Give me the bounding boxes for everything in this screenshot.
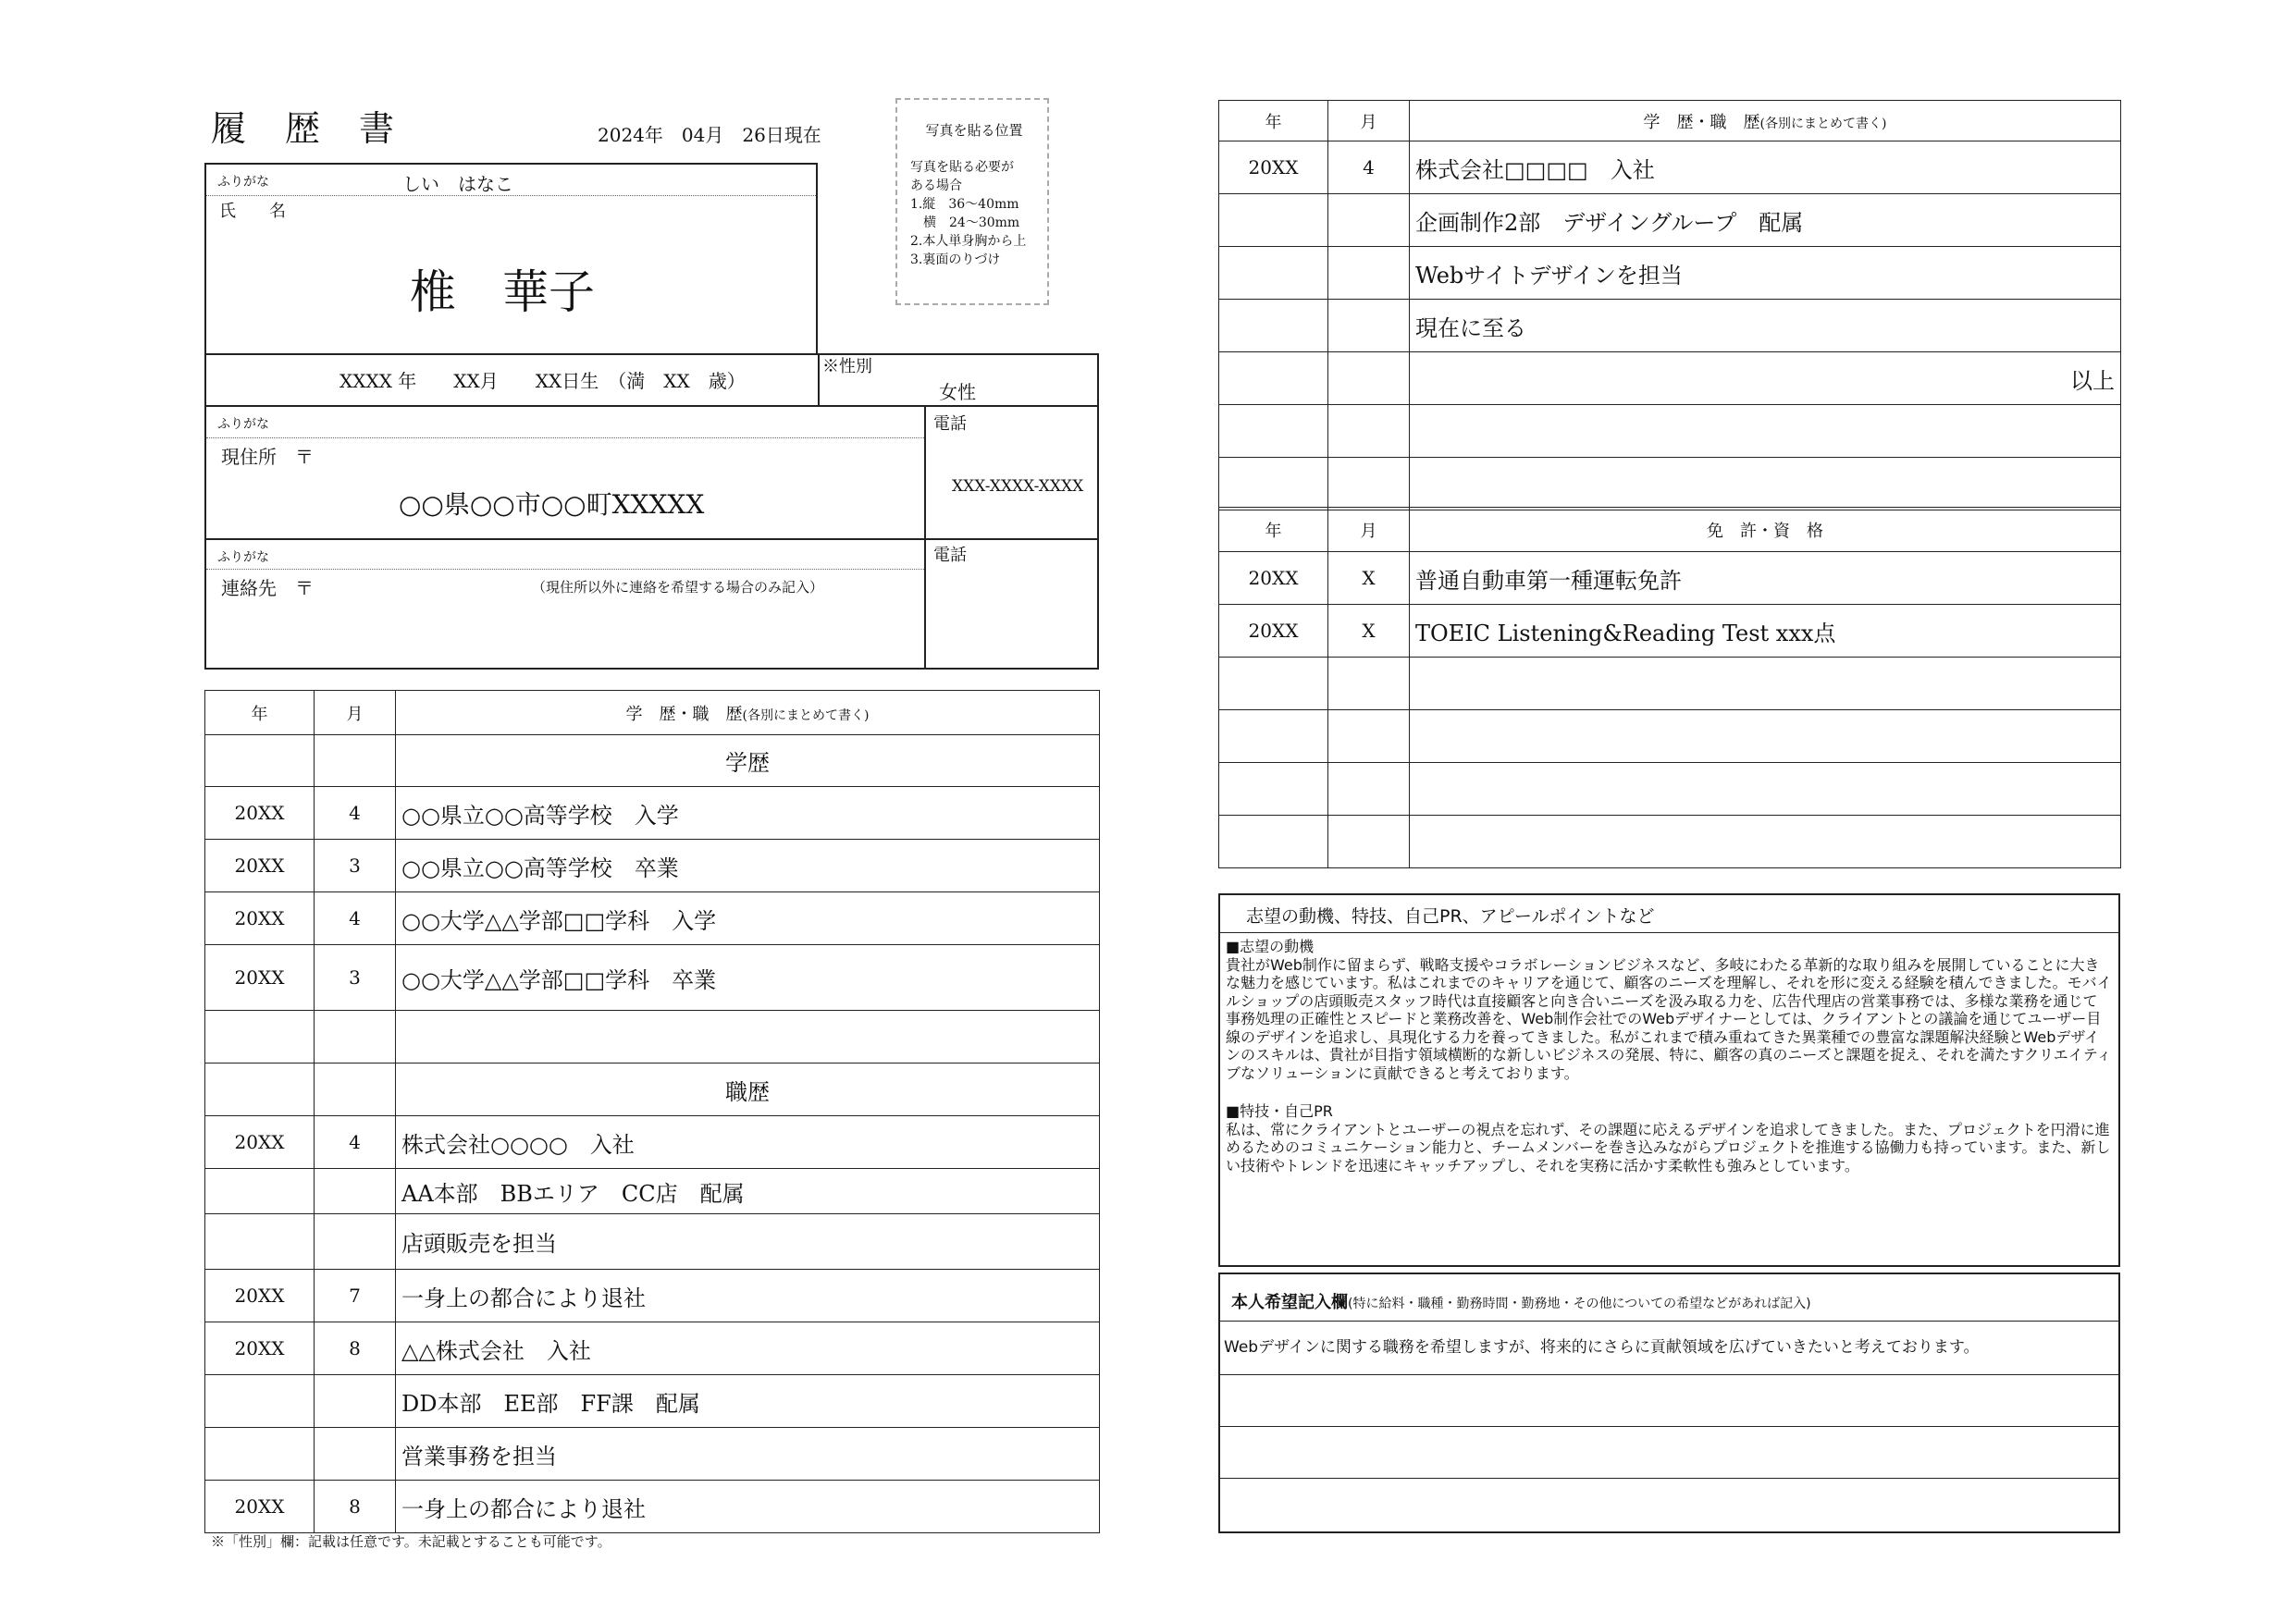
row-text: 営業事務を担当 — [396, 1428, 1100, 1481]
education-work-history-continued-table — [1218, 100, 2121, 510]
row-year — [1219, 405, 1328, 458]
header-title-note: (各別にまとめて書く) — [742, 707, 870, 723]
header-year: 年 — [1219, 508, 1328, 552]
education-work-history-table — [204, 690, 1100, 1533]
row-text: △△株式会社 入社 — [396, 1322, 1100, 1375]
header-year: 年 — [205, 691, 315, 735]
gender-value: 女性 — [939, 381, 976, 403]
address-furigana-label: ふりがな — [217, 417, 269, 432]
row-year: 20XX — [205, 1481, 315, 1533]
row-text: DD本部 EE部 FF課 配属 — [396, 1375, 1100, 1428]
row-year — [1219, 300, 1328, 352]
row-year: 20XX — [205, 1270, 315, 1322]
row-text — [1410, 816, 2121, 868]
row-text: 店頭販売を担当 — [396, 1214, 1100, 1270]
licenses-table — [1218, 507, 2121, 868]
motivation-heading: ■志望の動機 — [1226, 938, 1315, 955]
header-month: 月 — [315, 691, 396, 735]
table-row — [1219, 194, 2121, 247]
gender-label: ※性別 — [822, 357, 872, 376]
row-year — [1219, 247, 1328, 300]
motivation-box — [1218, 893, 2120, 1267]
row-text: ○○県立○○高等学校 卒業 — [396, 840, 1100, 892]
row-year — [205, 1169, 315, 1214]
photo-placeholder — [895, 98, 1049, 305]
row-year: 20XX — [1219, 141, 1328, 194]
motivation-body: 貴社がWeb制作に留まらず、戦略支援やコラボレーションビジネスなど、多岐にわたる革新的な取り組みを展開していることに大きな魅力を感じています。私はこれまでのキャリアを通じて、顧客のニーズを理解し、それを形に変える経験を積んできました。モバイルショップの店頭販売スタッフ時代は直接顧客と向き合いニーズを汲み取る力を、広告代理店の営業事務では、多様な業務を通じて事務処理の正確性とスピードと業務改善を、Web制作会社でのWebデザイナーとしては、クライアントとの議論を通じてユーザー目線のデザインを追求し、具現化する力を養ってきました。私がこれまで積み重ねてきた異業種での豊富な課題解決経験とWebデザインのスキルは、貴社が目指す領域横断的な新しいビジネスの発展、特に、顧客の真のニーズと課題を捉え、それを満たすクリエイティブなソリューションに貢献できると考えております。 — [1226, 955, 2112, 1082]
name-box — [204, 163, 818, 355]
row-month — [315, 1064, 396, 1116]
row-month — [1328, 710, 1410, 763]
row-year: 20XX — [205, 1322, 315, 1375]
row-year — [1219, 763, 1328, 816]
table-row — [1219, 458, 2121, 510]
contact-note: （現住所以外に連絡を希望する場合のみ記入） — [532, 579, 824, 596]
row-month: 8 — [315, 1322, 396, 1375]
self-pr-body: 私は、常にクライアントとユーザーの視点を忘れず、その課題に応えるデザインを追求してきました。また、プロジェクトを円滑に進めるためのコミュニケーション能力と、チームメンバーを巻き込みながらプロジェクトを推進する協働力も持っています。また、新しい技術やトレンドを迅速にキャッチアップし、それを実務に活かす柔軟性も強みとしています。 — [1226, 1120, 2111, 1174]
row-year — [1219, 352, 1328, 405]
header-year: 年 — [1219, 101, 1328, 141]
photo-line: 写真を貼る必要が — [910, 160, 1014, 175]
row-month — [315, 735, 396, 787]
row-year — [1219, 710, 1328, 763]
table-row — [1219, 405, 2121, 458]
table-row — [205, 1270, 1100, 1322]
table-row — [1219, 816, 2121, 868]
row-year — [205, 1375, 315, 1428]
row-month: X — [1328, 552, 1410, 605]
header-title — [1410, 508, 2121, 552]
table-row — [1219, 300, 2121, 352]
table-row — [205, 1064, 1100, 1116]
row-text: 株式会社○○○○ 入社 — [396, 1116, 1100, 1169]
wishes-text: Webデザインに関する職務を希望しますが、将来的にさらに貢献領域を広げていきたいと考えております。 — [1224, 1338, 1980, 1357]
photo-line: 3.裏面のりづけ — [910, 252, 1001, 267]
row-month: 4 — [315, 892, 396, 945]
table-row — [1219, 710, 2121, 763]
contact-phone-label: 電話 — [933, 546, 967, 565]
photo-line: 1.縦 36～40mm — [910, 197, 1019, 212]
table-row — [205, 1375, 1100, 1428]
name-furigana-row — [206, 165, 816, 196]
row-year — [205, 1214, 315, 1270]
row-year — [1219, 194, 1328, 247]
row-month — [1328, 300, 1410, 352]
row-text: ○○大学△△学部□□学科 卒業 — [396, 945, 1100, 1011]
row-month — [315, 1169, 396, 1214]
photo-line: 2.本人単身胸から上 — [910, 234, 1027, 249]
row-month: 4 — [315, 1116, 396, 1169]
row-month — [1328, 194, 1410, 247]
header-month: 月 — [1328, 508, 1410, 552]
row-year — [1219, 816, 1328, 868]
row-text — [1410, 710, 2121, 763]
birth-date: XXXX 年 XX月 XX日生 （満 XX 歳） — [339, 370, 746, 392]
name-value: 椎 華子 — [410, 265, 595, 319]
table-row — [1219, 247, 2121, 300]
row-month — [315, 1214, 396, 1270]
row-month — [1328, 247, 1410, 300]
table-row — [205, 1011, 1100, 1064]
row-text — [1410, 405, 2121, 458]
photo-line: 横 24～30mm — [910, 215, 1020, 230]
row-year: 20XX — [205, 1116, 315, 1169]
name-furigana: しい はなこ — [402, 173, 513, 195]
address-phone: XXX-XXXX-XXXX — [952, 477, 1084, 496]
address-phone-label: 電話 — [933, 414, 967, 434]
row-text: Webサイトデザインを担当 — [1410, 247, 2121, 300]
row-text: AA本部 BBエリア CC店 配属 — [396, 1169, 1100, 1214]
row-year: 20XX — [205, 840, 315, 892]
table-row — [1219, 552, 2121, 605]
row-month — [1328, 658, 1410, 710]
header-title-text: 学 歴・職 歴 — [625, 704, 743, 724]
row-year — [1219, 658, 1328, 710]
row-month — [1328, 763, 1410, 816]
table-row — [205, 1116, 1100, 1169]
table-row — [1219, 763, 2121, 816]
row-year: 20XX — [1219, 552, 1328, 605]
row-text: 一身上の都合により退社 — [396, 1481, 1100, 1533]
wishes-title-note: (特に給料・職種・勤務時間・勤務地・その他についての希望などがあれば記入) — [1348, 1297, 1811, 1311]
table-row — [205, 945, 1100, 1011]
wishes-box — [1218, 1273, 2120, 1533]
self-pr-heading: ■特技・自己PR — [1226, 1102, 1333, 1120]
header-title-note: (各別にまとめて書く) — [1759, 116, 1887, 131]
contact-furigana-label: ふりがな — [217, 550, 269, 565]
table-row — [205, 735, 1100, 787]
row-text: 以上 — [1410, 352, 2121, 405]
row-year — [1219, 458, 1328, 510]
row-text — [1410, 458, 2121, 510]
wishes-title: 本人希望記入欄 — [1231, 1293, 1348, 1312]
row-month — [315, 1011, 396, 1064]
row-year — [205, 1428, 315, 1481]
table-row — [1219, 141, 2121, 194]
row-text: 職歴 — [396, 1064, 1100, 1116]
motivation-title: 志望の動機、特技、自己PR、アピールポイントなど — [1246, 906, 1655, 927]
row-month: 3 — [315, 945, 396, 1011]
header-title-text: 学 歴・職 歴 — [1643, 112, 1760, 132]
row-month — [315, 1375, 396, 1428]
table-row — [205, 1169, 1100, 1214]
table-row — [205, 892, 1100, 945]
table-row — [205, 1322, 1100, 1375]
row-text: ○○大学△△学部□□学科 入学 — [396, 892, 1100, 945]
row-month: X — [1328, 605, 1410, 658]
address-value: ○○県○○市○○町XXXXX — [399, 489, 705, 520]
row-text — [1410, 763, 2121, 816]
table-row — [1219, 352, 2121, 405]
page-title: 履 歴 書 — [211, 108, 397, 149]
row-month: 4 — [1328, 141, 1410, 194]
header-title-text: 免 許・資 格 — [1707, 521, 1823, 541]
header-month: 月 — [1328, 101, 1410, 141]
address-block — [204, 405, 1099, 670]
name-label: 氏 名 — [219, 202, 286, 221]
row-month — [1328, 816, 1410, 868]
row-month — [1328, 405, 1410, 458]
photo-line: ある場合 — [910, 178, 962, 193]
name-furigana-label: ふりがな — [217, 175, 269, 190]
row-year: 20XX — [205, 787, 315, 840]
row-year — [205, 1064, 315, 1116]
header-title — [1410, 101, 2121, 141]
row-text — [396, 1011, 1100, 1064]
row-month — [1328, 458, 1410, 510]
gender-footnote: ※「性別」欄：記載は任意です。未記載とすることも可能です。 — [211, 1533, 611, 1550]
row-text: TOEIC Listening&Reading Test xxx点 — [1410, 605, 2121, 658]
row-year: 20XX — [205, 892, 315, 945]
document-date: 2024年 04月 26日現在 — [598, 124, 821, 146]
row-month: 8 — [315, 1481, 396, 1533]
row-text: 株式会社□□□□ 入社 — [1410, 141, 2121, 194]
row-text — [1410, 658, 2121, 710]
row-text: 普通自動車第一種運転免許 — [1410, 552, 2121, 605]
row-text: 現在に至る — [1410, 300, 2121, 352]
row-month — [315, 1428, 396, 1481]
row-year: 20XX — [205, 945, 315, 1011]
row-month: 3 — [315, 840, 396, 892]
row-year — [205, 735, 315, 787]
birth-row — [204, 353, 1099, 407]
row-text: 学歴 — [396, 735, 1100, 787]
table-row — [1219, 658, 2121, 710]
table-row — [205, 1214, 1100, 1270]
row-year — [205, 1011, 315, 1064]
row-month: 4 — [315, 787, 396, 840]
header-title — [396, 691, 1100, 735]
row-text: 企画制作2部 デザイングループ 配属 — [1410, 194, 2121, 247]
photo-title: 写真を貼る位置 — [925, 122, 1023, 139]
table-row — [1219, 605, 2121, 658]
row-year: 20XX — [1219, 605, 1328, 658]
table-row — [205, 1481, 1100, 1533]
row-month — [1328, 352, 1410, 405]
table-row — [205, 787, 1100, 840]
table-row — [205, 1428, 1100, 1481]
table-row — [205, 840, 1100, 892]
row-text: 一身上の都合により退社 — [396, 1270, 1100, 1322]
row-text: ○○県立○○高等学校 入学 — [396, 787, 1100, 840]
address-label: 現住所 〒 — [221, 446, 314, 468]
row-month: 7 — [315, 1270, 396, 1322]
contact-label: 連絡先 〒 — [221, 577, 314, 599]
